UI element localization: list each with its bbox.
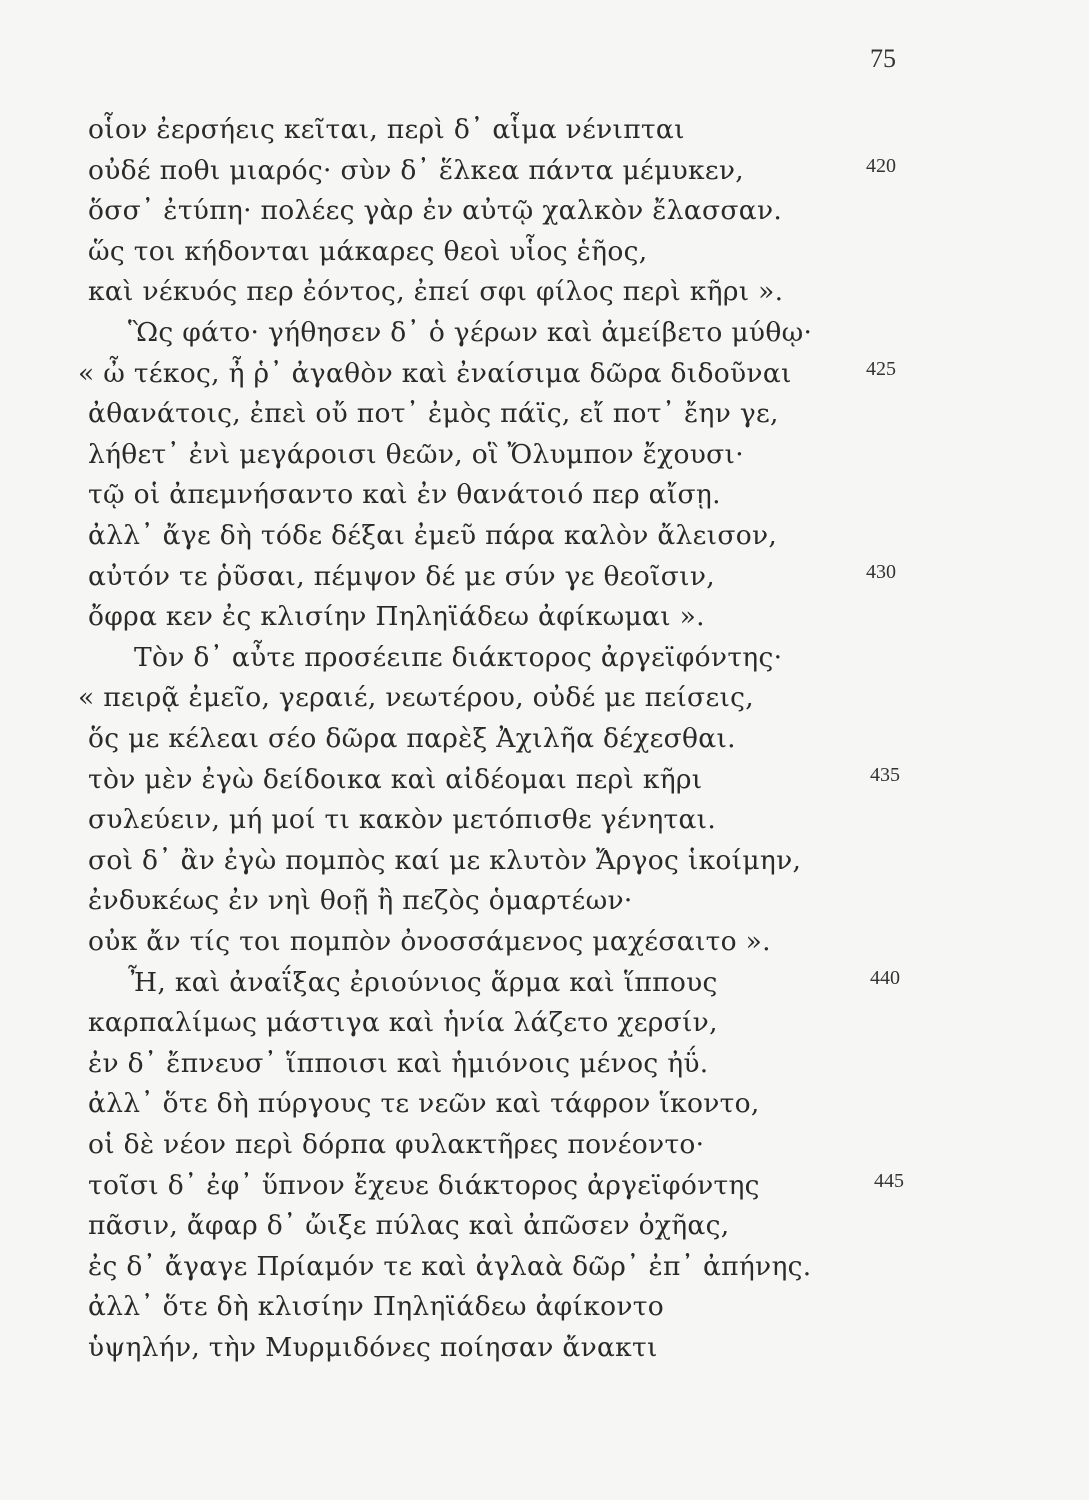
verse-text: οἷον ἐερσήεις κεῖται, περὶ δ᾽ αἷμα νένιπται [88,114,685,145]
verse-text: Ὣς φάτο· γήθησεν δ᾽ ὁ γέρων καὶ ἀμείβετο μύθῳ· [128,317,813,348]
line-number: 420 [866,154,896,177]
verse-text: ἐν δ᾽ ἔπνευσ᾽ ἵπποισι καὶ ἡμιόνοις μένος ἠΰ. [88,1047,709,1079]
verse-text: ἀλλ᾽ ὅτε δὴ κλισίην Πηληϊάδεω ἀφίκοντο [88,1291,664,1323]
verse-line [0,110,1089,154]
verse-line [0,516,1089,560]
verse-text: πᾶσιν, ἄφαρ δ᾽ ὤιξε πύλας καὶ ἀπῶσεν ὀχῆας, [88,1210,730,1242]
verse-line [0,1328,1089,1372]
page-number: 75 [870,44,896,73]
verse-line [0,800,1089,844]
verse-line [0,272,1089,316]
verse-line [0,678,1089,722]
verse-text: ἀλλ᾽ ἄγε δὴ τόδε δέξαι ἐμεῦ πάρα καλὸν ἄλεισον, [88,520,778,551]
verse-line [0,1125,1089,1169]
verse-line [0,1166,1089,1210]
verse-line [0,719,1089,763]
verse-text: « πειρᾷ ἐμεῖο, γεραιέ, νεωτέρου, οὐδέ με πείσεις, [78,682,755,714]
verse-line [0,232,1089,276]
verse-text: οἱ δὲ νέον περὶ δόρπα φυλακτῆρες πονέοντο· [88,1129,705,1160]
verse-text: σοὶ δ᾽ ἂν ἐγὼ πομπὸς καί με κλυτὸν Ἄργος ἱκοίμην, [88,844,802,876]
verse-line [0,922,1089,966]
verse-text: λήθετ᾽ ἐνὶ μεγάροισι θεῶν, οἳ Ὄλυμπον ἔχουσι· [88,438,744,470]
verse-text: ἀλλ᾽ ὅτε δὴ πύργους τε νεῶν καὶ τάφρον ἵκοντο, [88,1088,760,1120]
verse-text: τῷ οἱ ἀπεμνήσαντο καὶ ἐν θανάτοιό περ αἴσῃ. [88,479,721,511]
verse-text: οὐδέ ποθι μιαρός· σὺν δ᾽ ἕλκεα πάντα μέμυκεν, [88,154,745,186]
verse-text: ὄφρα κεν ἐς κλισίην Πηληϊάδεω ἀφίκωμαι ». [88,601,705,633]
verse-line [0,1084,1089,1128]
verse-text: « ὦ τέκος, ἦ ῥ᾽ ἀγαθὸν καὶ ἐναίσιμα δῶρα διδοῦναι [78,357,792,389]
verse-text: τοῖσι δ᾽ ἐφ᾽ ὕπνον ἔχευε διάκτορος ἀργεϊφόντης [88,1169,760,1201]
verse-text: ὅς με κέλεαι σέο δῶρα παρὲξ Ἀχιλῆα δέχεσθαι. [88,723,736,754]
verse-text: Ἦ, καὶ ἀναΐξας ἐριούνιος ἅρμα καὶ ἵππους [128,966,718,998]
verse-text: ὥς τοι κήδονται μάκαρες θεοὶ υἷος ἑῆος, [88,235,648,267]
verse-text: καὶ νέκυός περ ἐόντος, ἐπεί σφι φίλος περὶ κῆρι ». [88,276,784,308]
verse-line [0,191,1089,235]
verse-text: Τὸν δ᾽ αὖτε προσέειπε διάκτορος ἀργεϊφόντης· [134,641,783,673]
line-number: 440 [870,966,900,989]
verse-line [0,435,1089,479]
line-number: 435 [870,763,900,786]
verse-line [0,354,1089,398]
line-number: 425 [866,357,896,380]
verse-line [0,1206,1089,1250]
verse-line [0,1287,1089,1331]
verse-line [0,151,1089,195]
verse-line [0,1044,1089,1088]
verse-line [0,638,1089,682]
verse-text: καρπαλίμως μάστιγα καὶ ἡνία λάζετο χερσίν, [88,1007,718,1039]
verse-text: ὅσσ᾽ ἐτύπη· πολέες γὰρ ἐν αὐτῷ χαλκὸν ἔλασσαν. [88,195,783,227]
verse-text: ὑψηλήν, τὴν Μυρμιδόνες ποίησαν ἄνακτι [88,1332,658,1363]
verse-text: οὐκ ἄν τίς τοι πομπὸν ὀνοσσάμενος μαχέσαιτο ». [88,926,771,957]
verse-line [0,557,1089,601]
line-number: 430 [866,560,896,583]
verse-line [0,1247,1089,1291]
verse-line [0,881,1089,925]
verse-line [0,963,1089,1007]
verse-text: ἐς δ᾽ ἄγαγε Πρίαμόν τε καὶ ἀγλαὰ δῶρ᾽ ἐπ᾽ ἀπήνης. [88,1250,812,1282]
verse-line [0,394,1089,438]
verse-text: τὸν μὲν ἐγὼ δείδοικα καὶ αἰδέομαι περὶ κῆρι [88,763,703,795]
verse-line [0,1003,1089,1047]
verse-line [0,597,1089,641]
verse-line [0,475,1089,519]
verse-text: συλεύειν, μή μοί τι κακὸν μετόπισθε γένηται. [88,804,717,836]
verse-line [0,313,1089,357]
verse-text: ἀθανάτοις, ἐπεὶ οὔ ποτ᾽ ἐμὸς πάϊς, εἴ ποτ᾽ ἔην γε, [88,398,779,430]
verse-line [0,760,1089,804]
verse-line [0,841,1089,885]
line-number: 445 [874,1169,904,1192]
verse-text: ἐνδυκέως ἐν νηὶ θοῇ ἢ πεζὸς ὁμαρτέων· [88,885,633,917]
verse-text: αὐτόν τε ῥῦσαι, πέμψον δέ με σύν γε θεοῖσιν, [88,560,715,592]
